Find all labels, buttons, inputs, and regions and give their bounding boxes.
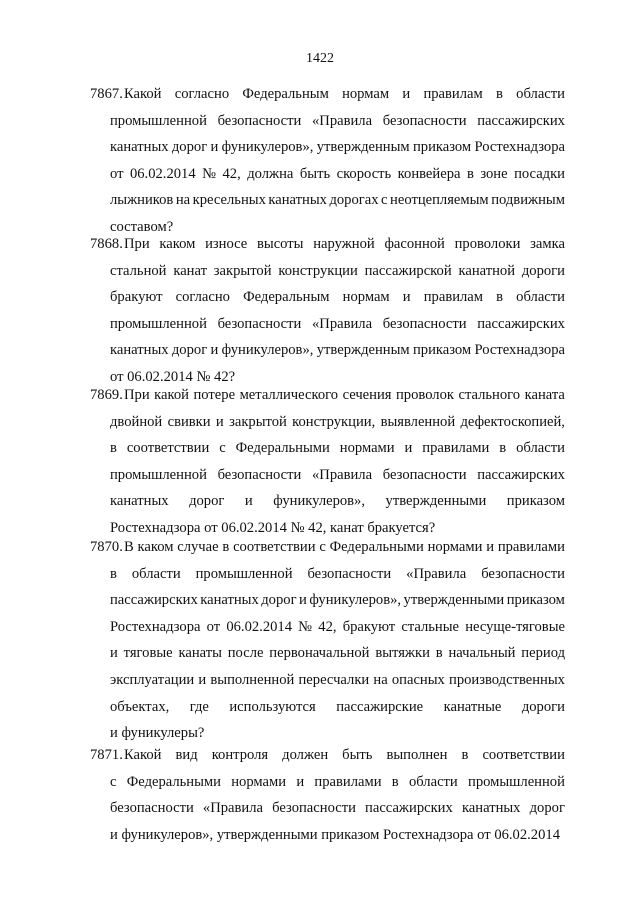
question-text-line: пассажирских канатных дорог и фуникулеров», утвержденными приказом <box>110 592 565 609</box>
question-text-line: Ростехнадзора от 06.02.2014 № 42, канат бракуется? <box>110 520 436 536</box>
question-text-line: от 06.02.2014 № 42, должна быть скорость конвейера в зоне посадки <box>110 165 565 182</box>
question-text-line: В каком случае в соответствии с Федеральными нормами и правилами <box>124 539 565 555</box>
question-text-line: двойной свивки и закрытой конструкции, выявленной дефектоскопией, <box>110 413 565 430</box>
question-number: 7868. <box>90 236 123 252</box>
question-text-line: промышленной безопасности «Правила безопасности пассажирских <box>110 466 565 483</box>
question-text-line: и тяговые канаты после первоначальной вытяжки в начальный период <box>110 645 565 662</box>
question-number: 7871. <box>90 747 123 763</box>
question-text-line: канатных дорог и фуникулеров», утвержденными приказом <box>110 493 565 510</box>
question-text-line: объектах, где используются пассажирские канатные дороги <box>110 698 565 715</box>
question-text-line: от 06.02.2014 № 42? <box>110 369 236 385</box>
question-item <box>90 84 565 244</box>
question-text-line: и фуникулеров», утвержденными приказом Ростехнадзора от 06.02.2014 <box>110 826 560 843</box>
question-text-line: Ростехнадзора от 06.02.2014 № 42, бракуют стальные несуще-тяговые <box>110 618 565 635</box>
question-text-line: лыжников на кресельных канатных дорогах с неотцепляемым подвижным <box>110 192 565 209</box>
question-item <box>90 234 565 394</box>
question-text-line: канатных дорог и фуникулеров», утвержденным приказом Ростехнадзора <box>110 139 565 156</box>
question-text-line: бракуют согласно Федеральным нормам и правилам в области <box>110 289 565 306</box>
question-text-line: и фуникулеры? <box>110 725 205 742</box>
question-item <box>90 745 565 851</box>
question-text-line: стальной канат закрытой конструкции пассажирской канатной дороги <box>110 262 565 279</box>
question-text-line: безопасности «Правила безопасности пассажирских канатных дорог <box>110 800 565 817</box>
page-number: 1422 <box>306 51 334 66</box>
question-number: 7870. <box>90 539 123 555</box>
question-number: 7867. <box>90 86 123 102</box>
question-text-line: При каком износе высоты наружной фасонной проволоки замка <box>124 236 565 252</box>
question-text-line: в области промышленной безопасности «Правила безопасности <box>110 565 565 582</box>
question-text-line: промышленной безопасности «Правила безопасности пассажирских <box>110 112 565 129</box>
question-text-line: с Федеральными нормами и правилами в области промышленной <box>110 773 565 790</box>
question-text-line: канатных дорог и фуникулеров», утвержденным приказом Ростехнадзора <box>110 342 565 359</box>
question-number: 7869. <box>90 387 123 403</box>
question-text-line: составом? <box>110 219 174 235</box>
question-text-line: промышленной безопасности «Правила безопасности пассажирских <box>110 315 565 332</box>
question-text-line: в соответствии с Федеральными нормами и правилами в области <box>110 440 565 457</box>
question-item <box>90 385 565 545</box>
question-text-line: При какой потере металлического сечения проволок стального каната <box>124 387 565 403</box>
question-item <box>90 537 565 750</box>
question-text-line: Какой согласно Федеральным нормам и правилам в области <box>124 86 565 102</box>
question-text-line: Какой вид контроля должен быть выполнен в соответствии <box>124 747 565 763</box>
question-text-line: эксплуатации и выполненной пересчалки на опасных производственных <box>110 672 565 688</box>
